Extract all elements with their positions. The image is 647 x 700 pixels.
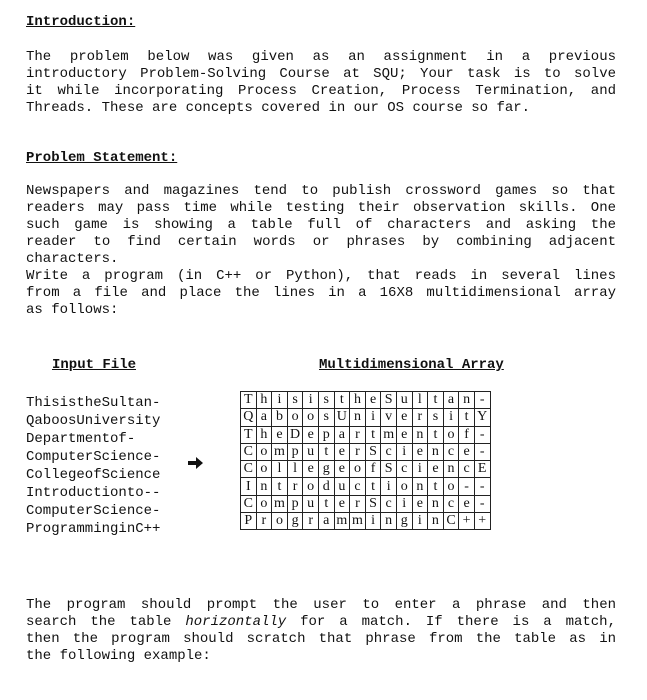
grid-cell: f bbox=[459, 426, 475, 443]
grid-cell: h bbox=[256, 426, 272, 443]
grid-row bbox=[241, 513, 491, 530]
grid-cell: t bbox=[334, 392, 350, 409]
problem-line: Newspapers and magazines tend to publish crossword games so that bbox=[26, 183, 616, 199]
grid-cell: l bbox=[412, 392, 428, 409]
grid-cell: i bbox=[272, 392, 288, 409]
intro-heading: Introduction: bbox=[26, 14, 136, 30]
problem-line: as follows: bbox=[26, 302, 119, 318]
grid-row bbox=[241, 409, 491, 426]
grid-cell: Q bbox=[241, 409, 257, 426]
grid-cell: u bbox=[303, 443, 319, 460]
grid-cell: c bbox=[459, 461, 475, 478]
grid-cell: n bbox=[412, 426, 428, 443]
grid-cell: I bbox=[241, 478, 257, 495]
array-heading: Multidimensional Array bbox=[319, 357, 504, 373]
grid-cell: u bbox=[334, 478, 350, 495]
grid-cell: - bbox=[474, 426, 490, 443]
grid-cell: C bbox=[241, 461, 257, 478]
grid-cell: d bbox=[318, 478, 334, 495]
grid-cell: o bbox=[256, 443, 272, 460]
right-arrow-icon bbox=[188, 456, 204, 470]
grid-cell: u bbox=[396, 392, 412, 409]
intro-paragraph bbox=[26, 49, 616, 117]
grid-cell: o bbox=[350, 461, 366, 478]
grid-cell: e bbox=[272, 426, 288, 443]
grid-cell: t bbox=[272, 478, 288, 495]
character-grid bbox=[240, 391, 491, 530]
grid-cell: s bbox=[287, 392, 303, 409]
grid-cell: c bbox=[443, 443, 459, 460]
grid-cell: e bbox=[365, 392, 381, 409]
grid-cell: n bbox=[428, 513, 444, 530]
grid-cell: i bbox=[396, 495, 412, 512]
grid-cell: n bbox=[428, 495, 444, 512]
grid-cell: P bbox=[241, 513, 257, 530]
grid-cell: u bbox=[303, 495, 319, 512]
grid-cell: C bbox=[241, 443, 257, 460]
problem-line: readers may pass time while testing their observation skills. One bbox=[26, 200, 616, 216]
grid-cell: S bbox=[381, 461, 397, 478]
grid-row bbox=[241, 392, 491, 409]
grid-cell: T bbox=[241, 392, 257, 409]
grid-cell: t bbox=[318, 443, 334, 460]
file-line: ComputerScience- bbox=[26, 503, 161, 519]
problem-line: characters. bbox=[26, 251, 119, 267]
intro-line: The problem below was given as an assignment in a previous bbox=[26, 49, 616, 65]
grid-cell: E bbox=[474, 461, 490, 478]
file-line: ThisistheSultan- bbox=[26, 395, 161, 411]
grid-cell: a bbox=[334, 426, 350, 443]
grid-cell: e bbox=[412, 443, 428, 460]
grid-cell: s bbox=[318, 392, 334, 409]
problem-line: Write a program (in C++ or Python), that reads in several lines bbox=[26, 268, 616, 284]
grid-cell: U bbox=[334, 409, 350, 426]
grid-cell: a bbox=[443, 392, 459, 409]
grid-cell: n bbox=[459, 392, 475, 409]
grid-cell: e bbox=[334, 495, 350, 512]
grid-cell: e bbox=[428, 461, 444, 478]
grid-cell: c bbox=[350, 478, 366, 495]
grid-cell: o bbox=[443, 478, 459, 495]
grid-cell: o bbox=[272, 513, 288, 530]
grid-cell: S bbox=[365, 495, 381, 512]
grid-row bbox=[241, 478, 491, 495]
grid-cell: m bbox=[381, 426, 397, 443]
grid-cell: m bbox=[350, 513, 366, 530]
grid-cell: - bbox=[474, 478, 490, 495]
grid-cell: l bbox=[287, 461, 303, 478]
intro-line: Threads. These are concepts covered in our OS course so far. bbox=[26, 100, 531, 116]
grid-cell: m bbox=[272, 443, 288, 460]
grid-cell: h bbox=[350, 392, 366, 409]
grid-cell: r bbox=[350, 426, 366, 443]
file-line: Introductionto-- bbox=[26, 485, 161, 501]
grid-cell: n bbox=[443, 461, 459, 478]
grid-cell: n bbox=[428, 443, 444, 460]
grid-cell: i bbox=[412, 513, 428, 530]
closing-paragraph bbox=[26, 597, 616, 665]
problem-line: reader to find certain words or phrases by combining adjacent bbox=[26, 234, 616, 250]
problem-heading: Problem Statement: bbox=[26, 150, 178, 166]
grid-cell: a bbox=[256, 409, 272, 426]
grid-cell: e bbox=[459, 495, 475, 512]
grid-cell: e bbox=[334, 443, 350, 460]
problem-paragraph bbox=[26, 183, 616, 319]
grid-cell: e bbox=[396, 409, 412, 426]
grid-cell: e bbox=[396, 426, 412, 443]
problem-line: such game is showing a table full of characters and asking the bbox=[26, 217, 616, 233]
grid-cell: e bbox=[334, 461, 350, 478]
closing-line: then the program should scratch that phrase from the table as in bbox=[26, 631, 616, 647]
grid-cell: o bbox=[287, 409, 303, 426]
grid-cell: - bbox=[474, 392, 490, 409]
closing-text: for a match. If there is a match, bbox=[286, 614, 616, 630]
grid-cell: a bbox=[318, 513, 334, 530]
file-line: ProgramminginC++ bbox=[26, 521, 161, 537]
grid-cell: C bbox=[241, 495, 257, 512]
input-file-heading: Input File bbox=[52, 357, 137, 373]
grid-cell: t bbox=[459, 409, 475, 426]
grid-cell: e bbox=[303, 426, 319, 443]
grid-cell: r bbox=[350, 443, 366, 460]
grid-cell: i bbox=[365, 513, 381, 530]
intro-line: introductory Problem-Solving Course at SQU; Your task is to solve bbox=[26, 66, 616, 82]
grid-cell: s bbox=[428, 409, 444, 426]
closing-line: The program should prompt the user to enter a phrase and then bbox=[26, 597, 616, 613]
grid-cell: c bbox=[396, 461, 412, 478]
grid-cell: b bbox=[272, 409, 288, 426]
grid-cell: - bbox=[474, 495, 490, 512]
grid-cell: g bbox=[396, 513, 412, 530]
grid-row bbox=[241, 495, 491, 512]
grid-cell: o bbox=[303, 478, 319, 495]
file-line: Departmentof- bbox=[26, 431, 136, 447]
grid-row bbox=[241, 426, 491, 443]
grid-cell: f bbox=[365, 461, 381, 478]
grid-cell: h bbox=[256, 392, 272, 409]
grid-cell: p bbox=[318, 426, 334, 443]
grid-cell: + bbox=[459, 513, 475, 530]
emphasis-text: horizontally bbox=[185, 614, 287, 630]
grid-cell: e bbox=[412, 495, 428, 512]
grid-cell: v bbox=[381, 409, 397, 426]
grid-cell: s bbox=[318, 409, 334, 426]
closing-text: search the table bbox=[26, 614, 186, 630]
grid-cell: r bbox=[412, 409, 428, 426]
grid-cell: + bbox=[474, 513, 490, 530]
grid-cell: t bbox=[365, 426, 381, 443]
grid-cell: n bbox=[412, 478, 428, 495]
grid-cell: i bbox=[412, 461, 428, 478]
grid-cell: l bbox=[272, 461, 288, 478]
grid-cell: r bbox=[303, 513, 319, 530]
grid-cell: c bbox=[443, 495, 459, 512]
grid-cell: D bbox=[287, 426, 303, 443]
grid-cell: i bbox=[365, 409, 381, 426]
grid-row bbox=[241, 443, 491, 460]
grid-cell: r bbox=[256, 513, 272, 530]
grid-cell: i bbox=[381, 478, 397, 495]
grid-cell: g bbox=[318, 461, 334, 478]
closing-line bbox=[26, 614, 616, 631]
grid-cell: p bbox=[287, 443, 303, 460]
grid-cell: S bbox=[381, 392, 397, 409]
grid-cell: T bbox=[241, 426, 257, 443]
grid-cell: r bbox=[287, 478, 303, 495]
closing-line: the following example: bbox=[26, 648, 211, 664]
grid-cell: S bbox=[365, 443, 381, 460]
grid-cell: o bbox=[256, 461, 272, 478]
grid-cell: o bbox=[396, 478, 412, 495]
grid-cell: o bbox=[256, 495, 272, 512]
grid-cell: n bbox=[381, 513, 397, 530]
grid-cell: o bbox=[303, 409, 319, 426]
grid-cell: r bbox=[350, 495, 366, 512]
grid-cell: m bbox=[334, 513, 350, 530]
grid-cell: t bbox=[428, 426, 444, 443]
grid-cell: t bbox=[365, 478, 381, 495]
grid-cell: c bbox=[381, 495, 397, 512]
grid-cell: i bbox=[396, 443, 412, 460]
grid-cell: n bbox=[256, 478, 272, 495]
grid-cell: Y bbox=[474, 409, 490, 426]
grid-cell: C bbox=[443, 513, 459, 530]
intro-line: it while incorporating Process Creation, Process Termination, and bbox=[26, 83, 616, 99]
file-line: ComputerScience- bbox=[26, 449, 161, 465]
problem-line: from a file and place the lines in a 16X8 multidimensional array bbox=[26, 285, 616, 301]
grid-cell: g bbox=[287, 513, 303, 530]
grid-cell: i bbox=[443, 409, 459, 426]
grid-cell: i bbox=[303, 392, 319, 409]
grid-row bbox=[241, 461, 491, 478]
grid-cell: t bbox=[428, 392, 444, 409]
file-line: CollegeofScience bbox=[26, 467, 161, 483]
grid-cell: n bbox=[350, 409, 366, 426]
input-file-lines bbox=[26, 394, 160, 538]
grid-cell: p bbox=[287, 495, 303, 512]
grid-cell: t bbox=[318, 495, 334, 512]
file-line: QaboosUniversity bbox=[26, 413, 161, 429]
grid-cell: o bbox=[443, 426, 459, 443]
grid-cell: e bbox=[459, 443, 475, 460]
grid-cell: e bbox=[303, 461, 319, 478]
grid-cell: c bbox=[381, 443, 397, 460]
grid-cell: t bbox=[428, 478, 444, 495]
grid-cell: - bbox=[474, 443, 490, 460]
grid-cell: m bbox=[272, 495, 288, 512]
grid-cell: - bbox=[459, 478, 475, 495]
